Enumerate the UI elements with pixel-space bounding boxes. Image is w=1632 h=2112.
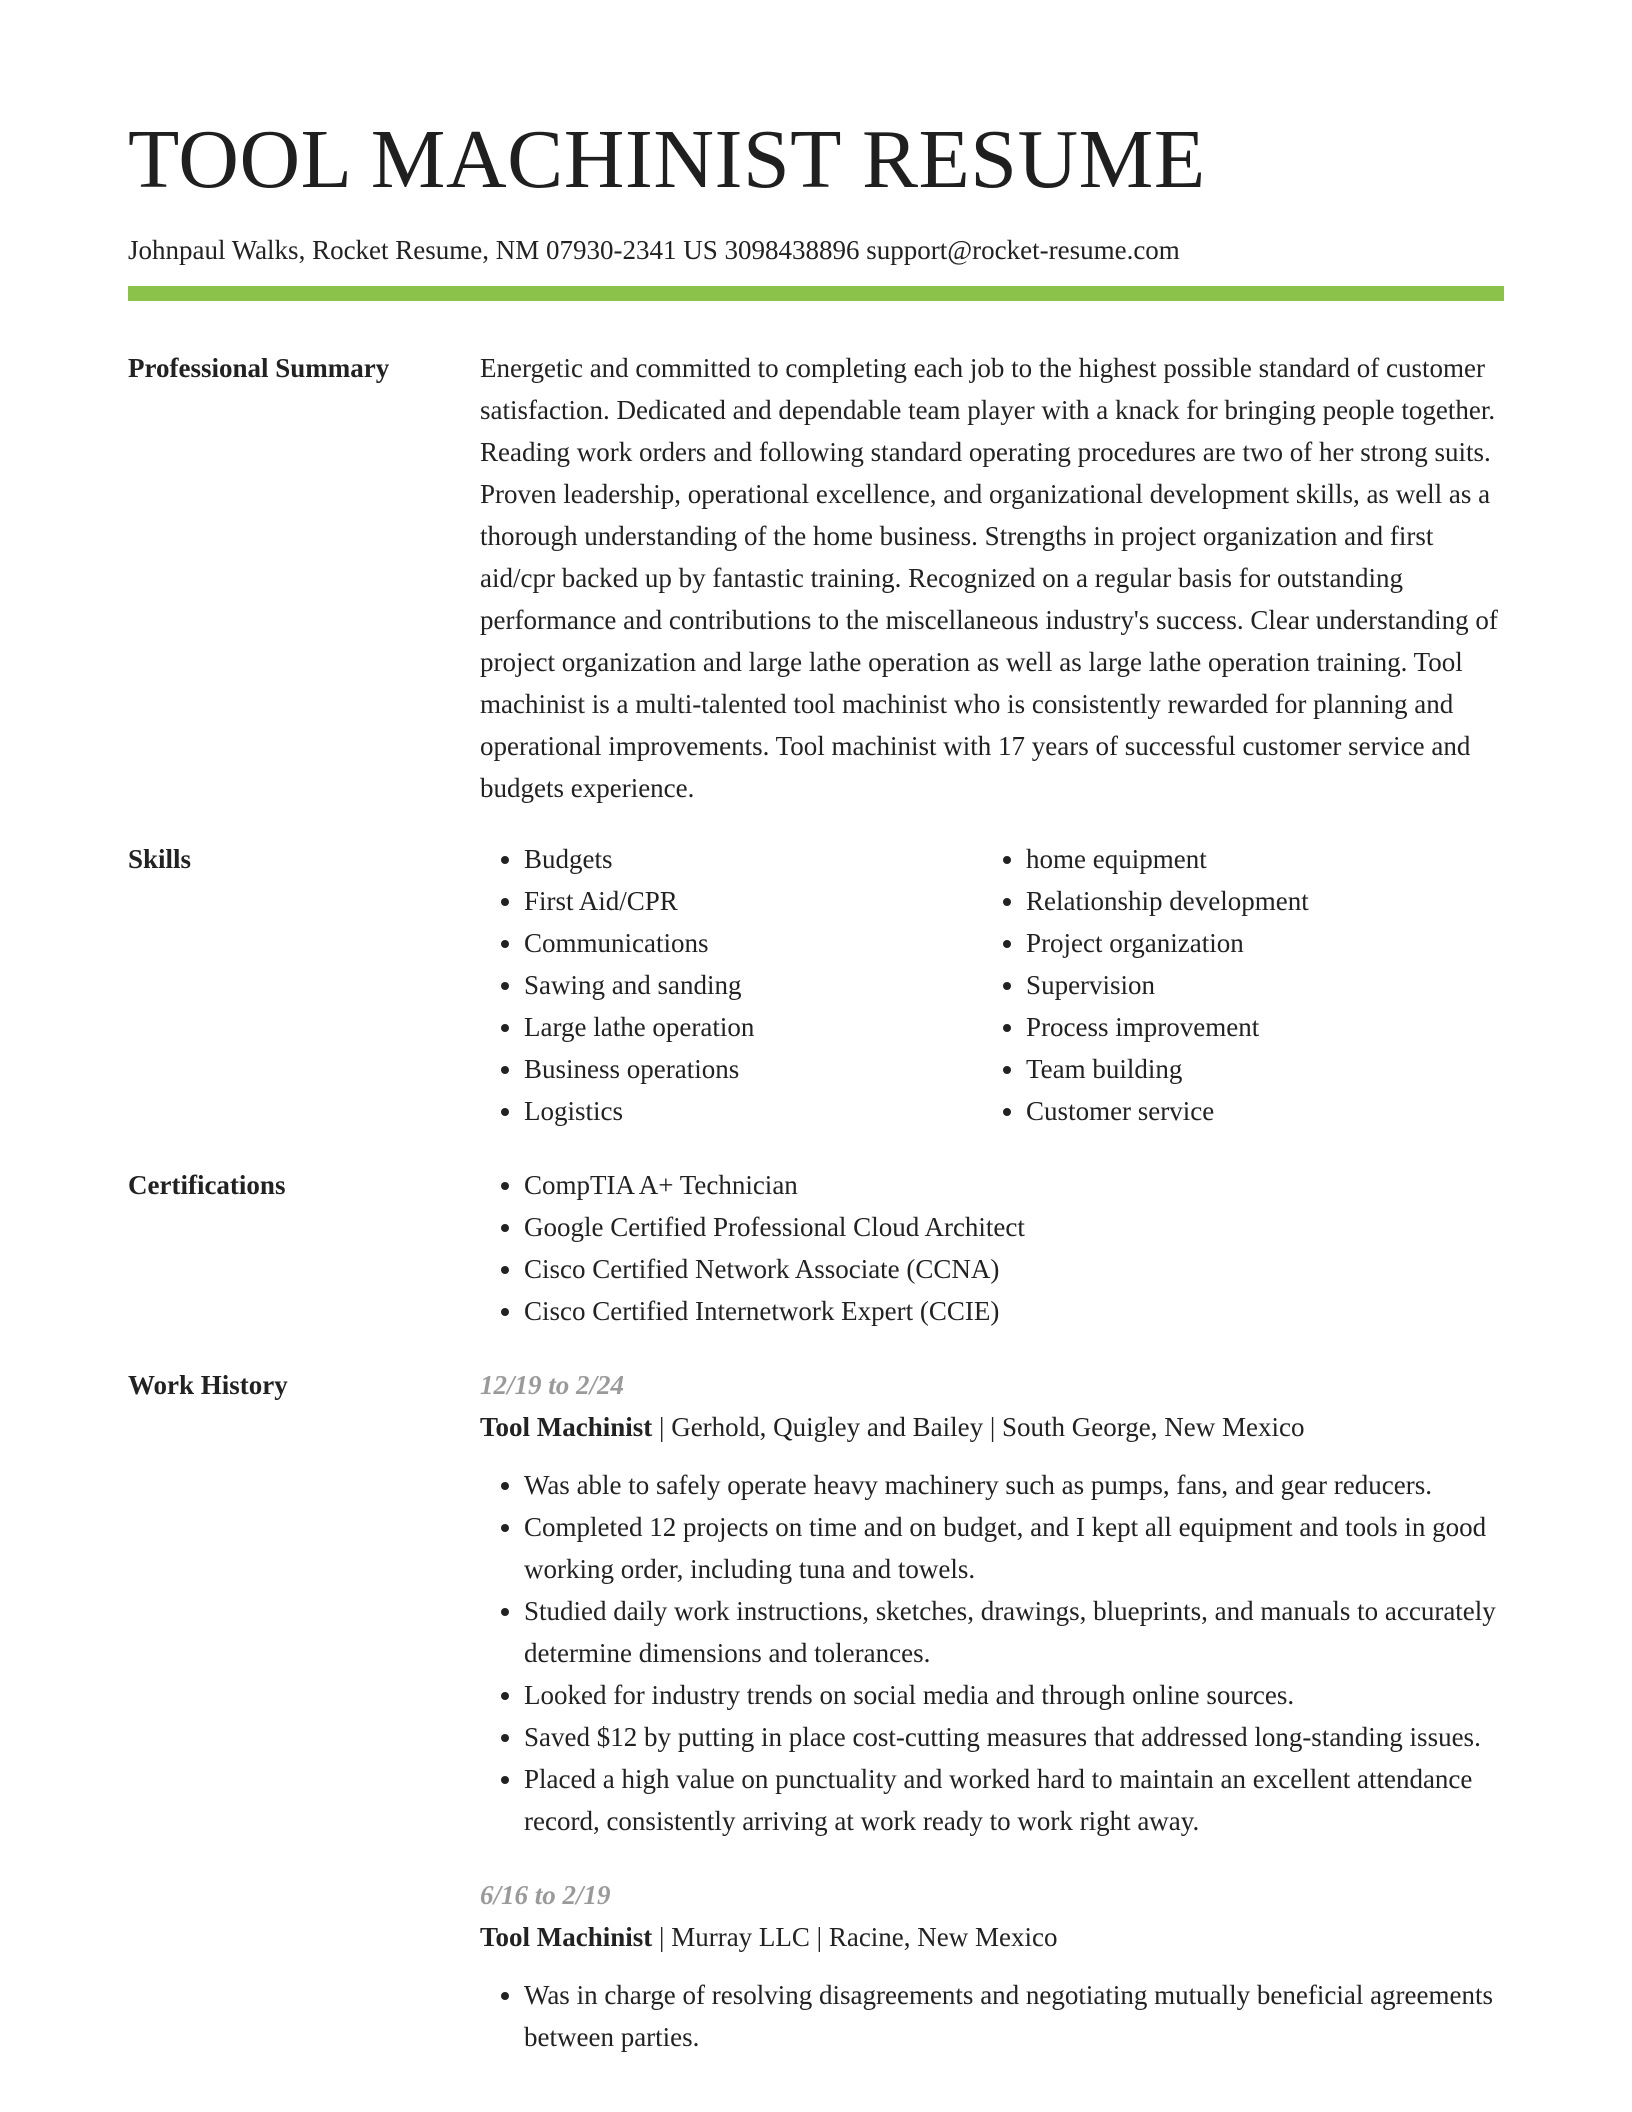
skill-item: • Process improvement	[1026, 1006, 1504, 1048]
certification-item: • Cisco Certified Internetwork Expert (CCIE)	[524, 1290, 1504, 1332]
skill-item: • Large lathe operation	[524, 1006, 982, 1048]
job-dates: 12/19 to 2/24	[480, 1370, 625, 1400]
skill-item: • Budgets	[524, 838, 982, 880]
header-divider	[128, 286, 1504, 301]
work-history-heading: Work History	[128, 1370, 288, 1400]
job-entry	[480, 1874, 1504, 2058]
skill-item: • First Aid/CPR	[524, 880, 982, 922]
job-bullet: • Studied daily work instructions, sketches, drawings, blueprints, and manuals to accurately determine dimensions and tolerances.	[524, 1590, 1504, 1674]
certifications-list	[480, 1164, 1504, 1332]
certification-item: • CompTIA A+ Technician	[524, 1164, 1504, 1206]
skill-item: • Sawing and sanding	[524, 964, 982, 1006]
skill-item: • Team building	[1026, 1048, 1504, 1090]
job-title: Tool Machinist	[480, 1922, 653, 1952]
job-bullet: • Was able to safely operate heavy machinery such as pumps, fans, and gear reducers.	[524, 1464, 1504, 1506]
job-bullets	[480, 1464, 1504, 1842]
job-header	[480, 1916, 1504, 1958]
certification-item: • Google Certified Professional Cloud Architect	[524, 1206, 1504, 1248]
job-dates: 6/16 to 2/19	[480, 1880, 611, 1910]
job-bullet: • Was in charge of resolving disagreements and negotiating mutually beneficial agreements between parties.	[524, 1974, 1504, 2058]
skills-list-right	[982, 838, 1504, 1132]
summary-text: Energetic and committed to completing each job to the highest possible standard of customer satisfaction. Dedicated and dependable team player with a knack for bringing people together. Reading work orders and following standard operating procedures are two of her strong suits. Proven leadership, operational excellence, and organizational development skills, as well as a thorough understanding of the home business. Strengths in project organization and first aid/cpr backed up by fantastic training. Recognized on a regular basis for outstanding performance and contributions to the miscellaneous industry's success. Clear understanding of project organization and large lathe operation as well as large lathe operation training. Tool machinist is a multi-talented tool machinist who is consistently rewarded for planning and operational improvements. Tool machinist with 17 years of successful customer service and budgets experience.	[480, 353, 1498, 803]
skill-item: • Communications	[524, 922, 982, 964]
skill-item: • Supervision	[1026, 964, 1504, 1006]
job-employer-location: | Gerhold, Quigley and Bailey | South George, New Mexico	[652, 1412, 1305, 1442]
summary-heading: Professional Summary	[128, 353, 390, 383]
job-header	[480, 1406, 1504, 1448]
skills-heading: Skills	[128, 844, 192, 874]
job-employer-location: | Murray LLC | Racine, New Mexico	[652, 1922, 1058, 1952]
skills-columns	[480, 838, 1504, 1132]
job-bullet: • Saved $12 by putting in place cost-cutting measures that addressed long-standing issues.	[524, 1716, 1504, 1758]
skill-item: • Customer service	[1026, 1090, 1504, 1132]
summary-body	[480, 347, 1504, 809]
job-bullet: • Completed 12 projects on time and on budget, and I kept all equipment and tools in good working order, including tuna and towels.	[524, 1506, 1504, 1590]
skills-list-left	[480, 838, 982, 1132]
job-entry	[480, 1364, 1504, 1842]
certifications-body	[480, 1164, 1504, 1332]
skill-item: • Logistics	[524, 1090, 982, 1132]
skills-body	[480, 838, 1504, 1132]
skill-item: • Business operations	[524, 1048, 982, 1090]
skill-item: • Project organization	[1026, 922, 1504, 964]
certifications-heading: Certifications	[128, 1170, 286, 1200]
job-title: Tool Machinist	[480, 1412, 653, 1442]
contact-line: Johnpaul Walks, Rocket Resume, NM 07930-2341 US 3098438896 support@rocket-resume.com	[128, 235, 1180, 265]
job-bullet: • Looked for industry trends on social media and through online sources.	[524, 1674, 1504, 1716]
job-bullet: • Placed a high value on punctuality and worked hard to maintain an excellent attendance record, consistently arriving at work ready to work right away.	[524, 1758, 1504, 1842]
skill-item: • home equipment	[1026, 838, 1504, 880]
certification-item: • Cisco Certified Network Associate (CCNA)	[524, 1248, 1504, 1290]
work-history-body	[480, 1364, 1504, 2058]
job-bullets	[480, 1974, 1504, 2058]
skill-item: • Relationship development	[1026, 880, 1504, 922]
resume-title: TOOL MACHINIST RESUME	[128, 113, 1206, 206]
